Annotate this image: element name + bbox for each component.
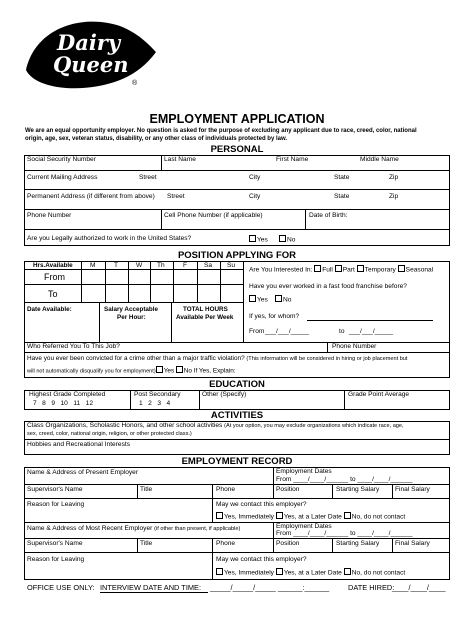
- class-orgs-label: Class Organizations, Scholastic Honors, and other school activities: [27, 422, 225, 429]
- supervisor-label-2: Supervisor's Name: [27, 540, 83, 547]
- no-explain-label: No If Yes, Explain:: [183, 367, 236, 375]
- no-label: No: [283, 296, 292, 304]
- hours-to-label: To: [48, 289, 58, 299]
- may-contact-label-1: May we contact this employer?: [216, 501, 307, 508]
- checkbox-icon[interactable]: [276, 568, 283, 575]
- franchise-to-date[interactable]: ___/___/_____: [349, 328, 394, 335]
- convicted-note-2: will not automatically disqualify you for employment): [27, 368, 156, 375]
- dob-label: Date of Birth:: [309, 212, 348, 219]
- date-hired-field[interactable]: ____/____/____: [392, 583, 446, 592]
- starting-salary-label-1: Starting Salary: [336, 486, 380, 493]
- checkbox-icon[interactable]: [398, 265, 405, 272]
- from-label: From: [276, 476, 292, 483]
- convicted-question: Have you ever been convicted for a crime other than a major traffic violation?: [27, 355, 247, 362]
- yes-label: Yes: [257, 236, 268, 244]
- checkbox-icon[interactable]: [276, 512, 283, 519]
- class-orgs-note: (At your option, you may exclude organizations which indicate race, age,: [224, 423, 404, 429]
- for-whom-label: If yes, for whom?: [249, 313, 300, 320]
- logo-registered-mark: ®: [132, 80, 138, 87]
- interview-date-field[interactable]: _____/_____/_____ ______:______: [210, 583, 330, 592]
- final-salary-label-2: Final Salary: [395, 540, 430, 547]
- phone-label: Phone Number: [27, 212, 72, 219]
- final-salary-label-1: Final Salary: [395, 486, 430, 493]
- referral-phone-label: Phone Number: [332, 343, 377, 350]
- convicted-line1: [27, 355, 407, 363]
- full-label: Full: [322, 266, 333, 274]
- to-label: to: [350, 530, 356, 537]
- section-activities: ACTIVITIES: [210, 410, 264, 421]
- mailing-street-label: Street: [139, 174, 157, 181]
- middle-name-label: Middle Name: [360, 156, 399, 163]
- ssn-label: Social Security Number: [27, 156, 96, 163]
- to-label: to: [350, 476, 356, 483]
- hobbies-label: Hobbies and Recreational Interests: [27, 441, 130, 448]
- employment-dates-label-1: Employment Dates: [276, 468, 332, 475]
- day-sa: Sa: [204, 262, 213, 269]
- starting-salary-label-2: Starting Salary: [336, 540, 380, 547]
- authorized-question: Are you Legally authorized to work in the United States?: [27, 235, 192, 242]
- yes-later-label: Yes, at a Later Date: [283, 513, 342, 521]
- recent-employer-text: Name & Address of Most Recent Employer: [27, 525, 155, 532]
- gpa-label: Grade Point Average: [348, 391, 410, 398]
- present-employer-label: Name & Address of Present Employer: [27, 469, 139, 476]
- checkbox-icon[interactable]: [216, 512, 223, 519]
- total-hours-label-2: Available Per Week: [176, 314, 234, 321]
- section-education: EDUCATION: [209, 379, 265, 390]
- phone-label-1: Phone: [216, 486, 236, 493]
- highest-grade-label: Highest Grade Completed: [29, 391, 106, 398]
- logo-text-dairy: Dairy: [57, 30, 121, 55]
- last-name-label: Last Name: [164, 156, 196, 163]
- hours-from-label: From: [44, 272, 65, 282]
- salary-label-2: Per Hour:: [117, 314, 146, 321]
- checkbox-icon[interactable]: [176, 366, 183, 373]
- checkbox-icon[interactable]: [216, 568, 223, 575]
- day-t: T: [114, 262, 119, 269]
- position-label-1: Position: [276, 486, 300, 493]
- checkbox-icon[interactable]: [249, 295, 256, 302]
- page-title: EMPLOYMENT APPLICATION: [149, 112, 325, 126]
- contact-options-1[interactable]: [216, 512, 405, 522]
- section-personal: PERSONAL: [210, 144, 264, 155]
- grade-options[interactable]: 7 8 9 10 11 12: [33, 400, 93, 407]
- no-contact-label: No, do not contact: [351, 569, 406, 577]
- checkbox-icon[interactable]: [279, 235, 286, 242]
- yes-immediately-label: Yes, Immediately: [224, 569, 274, 577]
- dairy-queen-logo: [0, 0, 474, 108]
- section-position: POSITION APPLYING FOR: [177, 250, 297, 261]
- phone-label-2: Phone: [216, 540, 236, 547]
- reason-leaving-label-2: Reason for Leaving: [27, 556, 85, 563]
- yes-immediately-label: Yes, Immediately: [224, 513, 274, 521]
- position-label-2: Position: [276, 540, 300, 547]
- recent-employer-note: (if other than present, if applicable): [154, 526, 241, 532]
- interested-in-label: [249, 265, 433, 275]
- referred-label: Who Referred You To This Job?: [27, 343, 120, 350]
- reason-leaving-label-1: Reason for Leaving: [27, 501, 85, 508]
- day-w: W: [136, 262, 143, 269]
- recent-employer-label: [27, 525, 240, 533]
- checkbox-icon[interactable]: [314, 265, 321, 272]
- authorized-yes[interactable]: [249, 235, 268, 245]
- employment-dates-label-2: Employment Dates: [276, 523, 332, 530]
- logo-text-queen: Queen: [53, 52, 129, 77]
- authorized-no[interactable]: [279, 235, 295, 245]
- checkbox-icon[interactable]: [249, 235, 256, 242]
- title-label-2: Title: [140, 540, 153, 547]
- class-orgs-line2: sex, creed, color, national origin, religion, or other protected class.): [27, 431, 192, 437]
- eeo-disclaimer-line1: We are an equal opportunity employer. No question is asked for the purpose of excluding any applicant due to race, creed, color, national: [25, 128, 417, 134]
- temporary-label: Temporary: [364, 266, 396, 274]
- checkbox-icon[interactable]: [344, 512, 351, 519]
- date-hired-label: DATE HIRED:: [348, 583, 395, 592]
- interview-label: INTERVIEW DATE AND TIME:: [100, 583, 202, 592]
- checkbox-icon[interactable]: [335, 265, 342, 272]
- cell-phone-label: Cell Phone Number (if applicable): [164, 212, 263, 219]
- section-employment: EMPLOYMENT RECORD: [181, 456, 293, 467]
- office-use-label: OFFICE USE ONLY:: [27, 583, 95, 592]
- yes-label: Yes: [163, 367, 175, 375]
- first-name-label: First Name: [276, 156, 309, 163]
- part-label: Part: [342, 266, 355, 274]
- employment-dates-range-2[interactable]: From ____/____/______ to ____/____/______: [276, 530, 413, 537]
- checkbox-icon[interactable]: [357, 265, 364, 272]
- franchise-from-date[interactable]: ___/___/_____: [265, 328, 310, 335]
- salary-label-1: Salary Acceptable: [104, 306, 159, 313]
- hrs-available-label: Hrs.Available: [33, 262, 73, 269]
- total-hours-label-1: TOTAL HOURS: [183, 306, 228, 313]
- convicted-line2: [27, 366, 236, 376]
- interested-text: Are You Interested In:: [249, 266, 313, 274]
- permanent-street-label: Street: [167, 193, 185, 200]
- yes-later-label: Yes, at a Later Date: [283, 569, 342, 577]
- permanent-address-label: Permanent Address (if different from above): [27, 193, 155, 200]
- checkbox-icon[interactable]: [344, 568, 351, 575]
- franchise-from-label: From: [249, 328, 265, 335]
- permanent-state-label: State: [334, 193, 350, 200]
- day-f: F: [183, 262, 188, 269]
- mailing-state-label: State: [334, 174, 350, 181]
- yes-label: Yes: [257, 296, 268, 304]
- franchise-to-label: to: [339, 328, 345, 335]
- convicted-note: (This information will be considered in hiring or job placement but: [246, 356, 408, 362]
- may-contact-label-2: May we contact this employer?: [216, 556, 307, 563]
- no-label: No: [287, 236, 296, 244]
- post-secondary-years[interactable]: 1 2 3 4: [139, 400, 171, 407]
- other-education-label: Other (Specify): [202, 391, 247, 398]
- permanent-zip-label: Zip: [389, 193, 399, 200]
- franchise-yes[interactable]: [249, 295, 268, 305]
- eeo-disclaimer-line2: origin, age, sex, veteran status, disability, or any other class of individuals protected by law.: [25, 136, 288, 142]
- day-th: Th: [157, 262, 165, 269]
- checkbox-icon[interactable]: [275, 295, 282, 302]
- from-label: From: [276, 530, 292, 537]
- contact-options-2[interactable]: [216, 568, 405, 578]
- date-available-label: Date Available:: [27, 306, 72, 313]
- supervisor-label-1: Supervisor's Name: [27, 486, 83, 493]
- mailing-address-label: Current Mailing Address: [27, 174, 98, 181]
- class-orgs-line1: [27, 422, 404, 430]
- day-su: Su: [227, 262, 236, 269]
- permanent-city-label: City: [249, 193, 261, 200]
- franchise-question: Have you ever worked in a fast food franchise before?: [249, 283, 407, 290]
- checkbox-icon[interactable]: [156, 366, 163, 373]
- day-m: M: [90, 262, 96, 269]
- employment-dates-range-1[interactable]: From ____/____/______ to ____/____/______: [276, 476, 413, 483]
- franchise-no[interactable]: [275, 295, 291, 305]
- post-secondary-label: Post Secondary: [134, 391, 181, 398]
- mailing-city-label: City: [249, 174, 261, 181]
- title-label-1: Title: [140, 486, 153, 493]
- seasonal-label: Seasonal: [405, 266, 434, 274]
- no-contact-label: No, do not contact: [351, 513, 406, 521]
- mailing-zip-label: Zip: [389, 174, 399, 181]
